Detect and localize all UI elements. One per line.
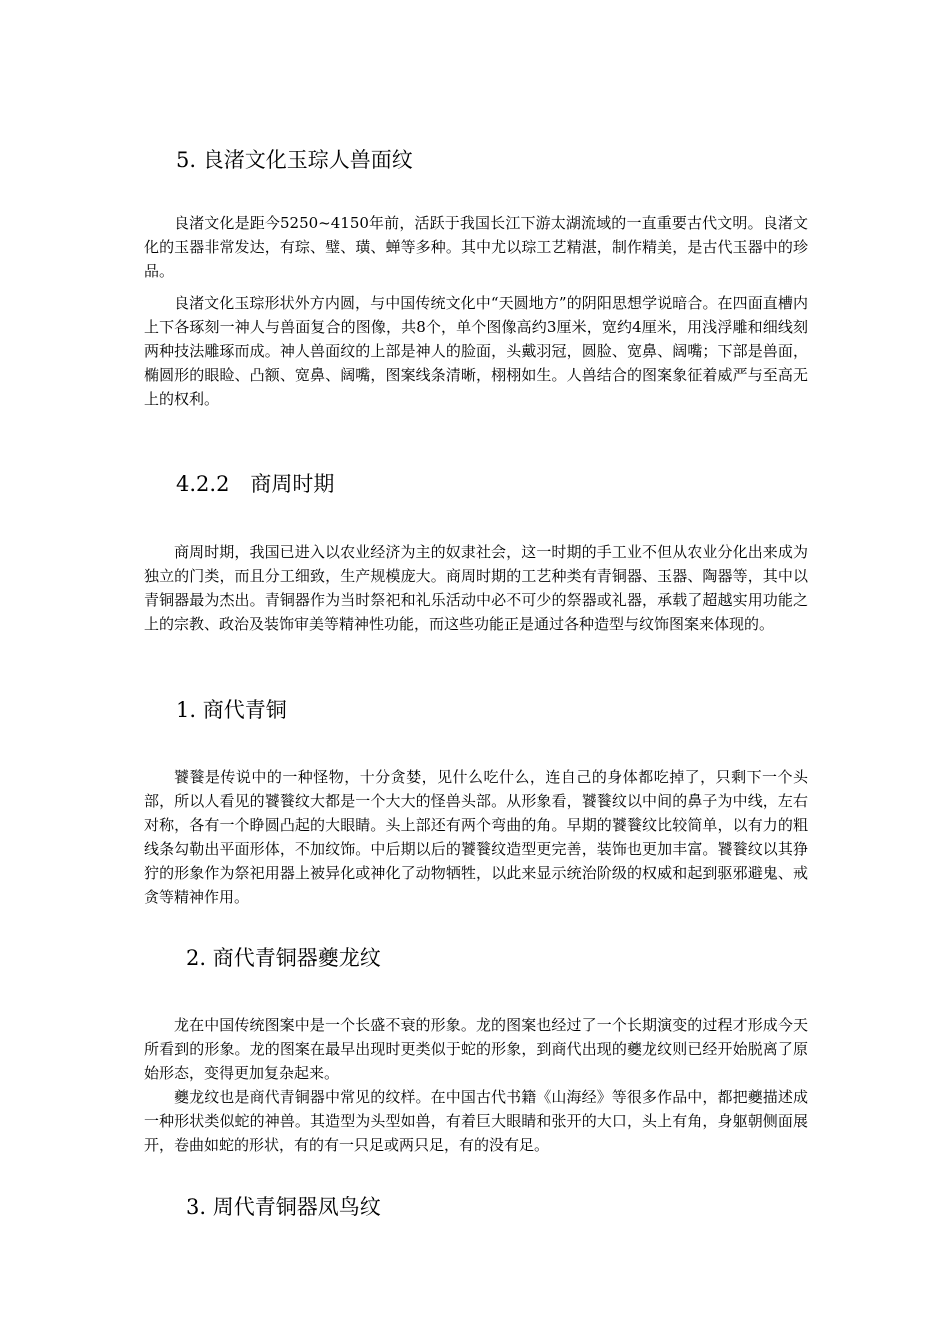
paragraph-dragon-intro: 龙在中国传统图案中是一个长盛不衰的形象。龙的图案也经过了一个长期演变的过程才形成今天所看到的形象。龙的图案在最早出现时更类似于蛇的形象，到商代出现的夔龙纹则已经开始脱离了原始形态，变得更加复杂起来。 xyxy=(144,1016,808,1082)
paragraph-kui-dragon: 夔龙纹也是商代青铜器中常见的纹样。在中国古代书籍《山海经》等很多作品中，都把夔描述成一种形状类似蛇的神兽。其造型为头型如兽，有着巨大眼睛和张开的大口，头上有角，身躯朝侧面展开，卷曲如蛇的形状，有的有一只足或两只足，有的没有足。 xyxy=(144,1088,808,1154)
section-heading-liangzhu: 5. 良渚文化玉琮人兽面纹 xyxy=(176,148,413,172)
section-heading-shangzhou: 4.2.2 商周时期 xyxy=(176,472,335,496)
section-heading-kui-dragon: 2. 商代青铜器夔龙纹 xyxy=(186,946,381,970)
section-heading-zhou-phoenix: 3. 周代青铜器凤鸟纹 xyxy=(186,1195,381,1219)
paragraph-liangzhu-intro: 良渚文化是距今5250~4150年前，活跃于我国长江下游太湖流域的一直重要古代文明。良渚文化的玉器非常发达，有琮、璧、璜、蝉等多种。其中尤以琮工艺精湛，制作精美，是古代玉器中的珍品。 xyxy=(144,214,808,280)
paragraph-shangzhou: 商周时期，我国已进入以农业经济为主的奴隶社会，这一时期的手工业不但从农业分化出来成为独立的门类，而且分工细致，生产规模庞大。商周时期的工艺种类有青铜器、玉器、陶器等，其中以青铜器最为杰出。青铜器作为当时祭祀和礼乐活动中必不可少的祭器或礼器，承载了超越实用功能之上的宗教、政治及装饰审美等精神性功能，而这些功能正是通过各种造型与纹饰图案来体现的。 xyxy=(144,543,808,633)
paragraph-taotie: 饕餮是传说中的一种怪物，十分贪婪，见什么吃什么，连自己的身体都吃掉了，只剩下一个头部，所以人看见的饕餮纹大都是一个大大的怪兽头部。从形象看，饕餮纹以中间的鼻子为中线，左右对称，各有一个睁圆凸起的大眼睛。头上部还有两个弯曲的角。早期的饕餮纹比较简单，以有力的粗线条勾勒出平面形体，不加纹饰。中后期以后的饕餮纹造型更完善，装饰也更加丰富。饕餮纹以其狰狞的形象作为祭祀用器上被异化或神化了动物牺牲，以此来显示统治阶级的权威和起到驱邪避鬼、戒贪等精神作用。 xyxy=(144,768,808,906)
paragraph-liangzhu-cong: 良渚文化玉琮形状外方内圆，与中国传统文化中“天圆地方”的阴阳思想学说暗合。在四面直槽内上下各琢刻一神人与兽面复合的图像，共8个，单个图像高约3厘米，宽约4厘米，用浅浮雕和细线刻两种技法雕琢而成。神人兽面纹的上部是神人的脸面，头戴羽冠，圆脸、宽鼻、阔嘴；下部是兽面，椭圆形的眼睑、凸额、宽鼻、阔嘴，图案线条清晰，栩栩如生。人兽结合的图案象征着威严与至高无上的权利。 xyxy=(144,294,808,408)
section-heading-shang-bronze: 1. 商代青铜 xyxy=(176,698,287,722)
